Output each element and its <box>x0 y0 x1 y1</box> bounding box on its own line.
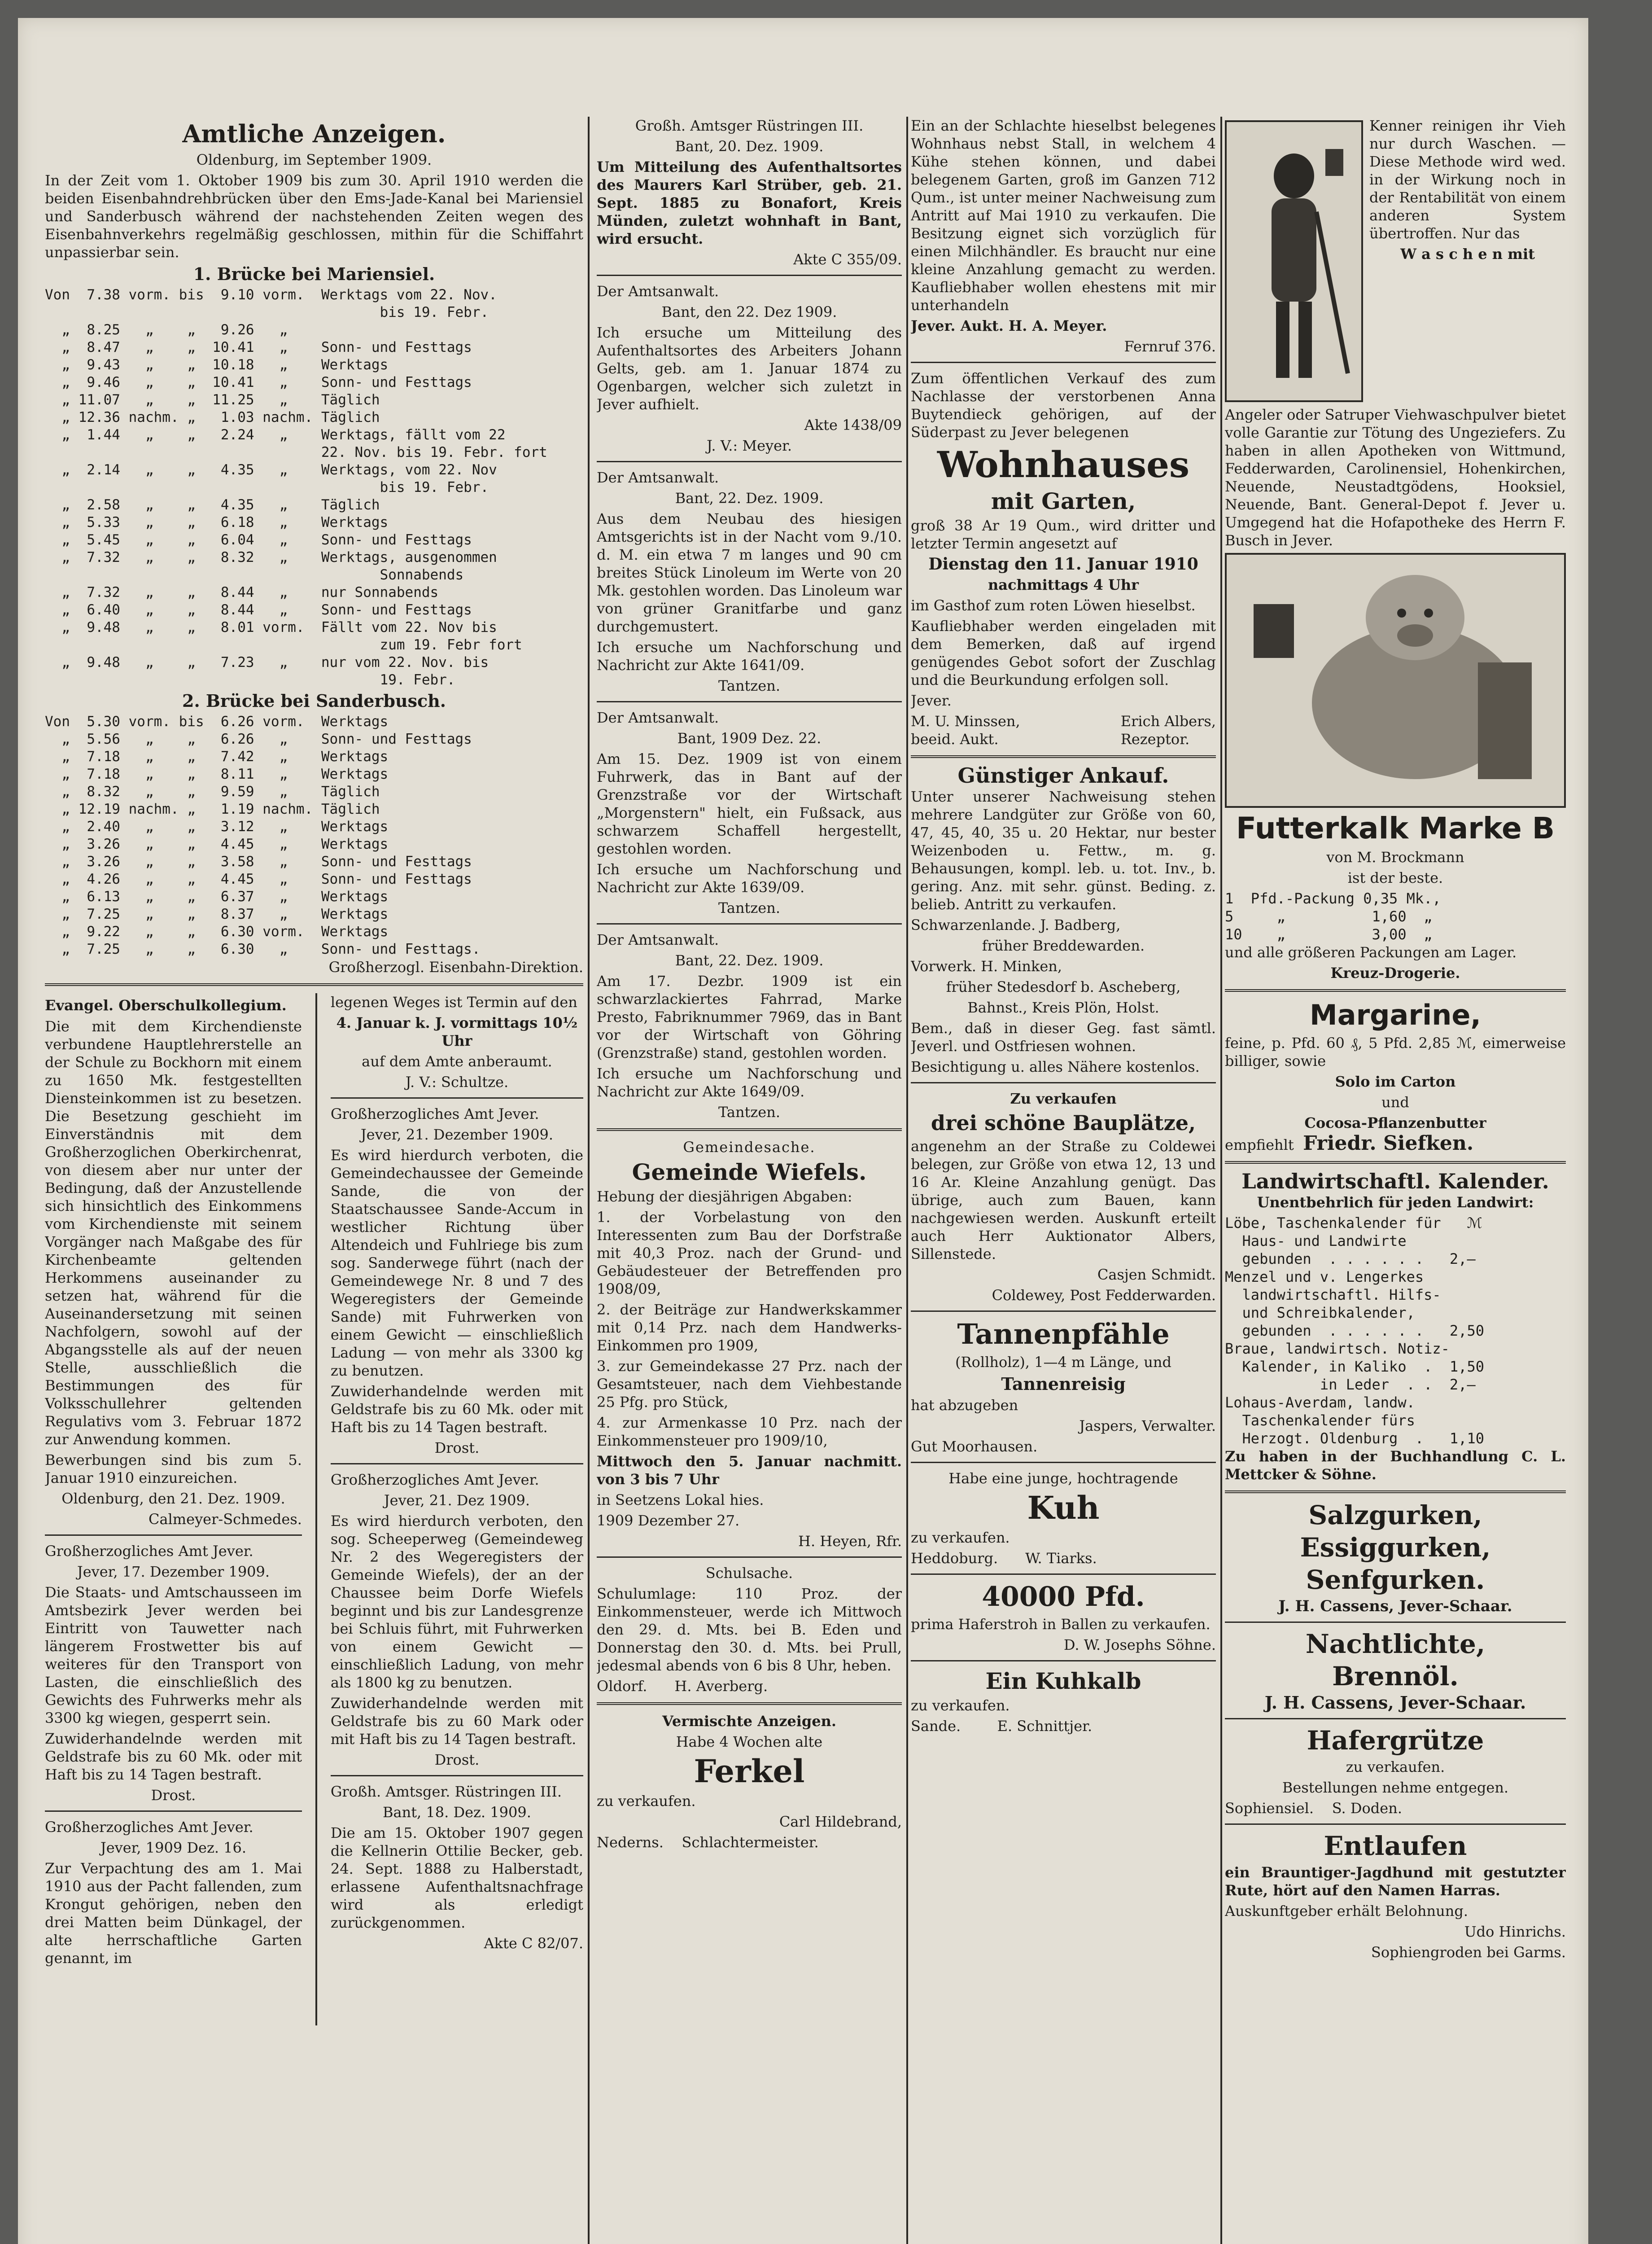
ad-signature: Zu haben in der Buchhandlung C. L. Mettcker & Söhne. <box>1225 1448 1566 1483</box>
schedule-row: „ 5.33 „ „ 6.18 „ Werktags <box>45 514 389 530</box>
column-sales-ads <box>911 117 1216 2244</box>
subcolumn-right <box>331 993 583 2025</box>
divider <box>597 275 902 276</box>
ad-headline: Hafergrütze <box>1307 1725 1484 1756</box>
schedule-row: „ 7.32 „ „ 8.44 „ nur Sonnabends <box>45 584 439 600</box>
schedule-row: „ 8.32 „ „ 9.59 „ Täglich <box>45 784 380 800</box>
section-head: Vermischte Anzeigen. <box>662 1713 837 1730</box>
levy-date: Mittwoch den 5. Januar nachmitt. von 3 bis 7 Uhr <box>597 1453 902 1488</box>
signer-role: beeid. Aukt. <box>911 731 999 748</box>
schedule-row: „ 2.14 „ „ 4.35 „ Werktags, vom 22. Nov <box>45 462 497 478</box>
wash-ad-text <box>1369 117 1566 406</box>
ad-text: Habe eine junge, hochtragende <box>948 1470 1178 1487</box>
notice-text: Bewerbungen sind bis zum 5. Januar 1910 einzureichen. <box>45 1451 302 1486</box>
divider <box>45 983 583 986</box>
ad-phone: Fernruf 376. <box>1124 338 1216 355</box>
price-list <box>1225 890 1566 943</box>
lower-subcolumns <box>45 993 583 2025</box>
schedule-row: „ 1.44 „ „ 2.24 „ Werktags, fällt vom 22 <box>45 427 506 443</box>
ad-signature <box>597 1833 902 1851</box>
signer: Friedr. Siefken. <box>1303 1132 1474 1155</box>
notice-title: Großherzogliches Amt Jever. <box>330 1105 539 1122</box>
ad-signature: Gut Moorhausen. <box>911 1438 1038 1455</box>
pig-illustration <box>1225 553 1566 808</box>
ad-text: W a s c h e n mit <box>1400 245 1535 263</box>
ad-signature: früher Stedesdorf b. Ascheberg, <box>946 978 1181 995</box>
ad-text: angenehm an der Straße zu Coldewei belegen, zur Größe von etwa 12, 13 und 16 Ar. Kleine Anzahlung genügt. Das übrige, auch zum Bauen, kann nachgewiesen werden. Auskunft erteilt auch Herr Auktionator Albers, Sillenstede. <box>911 1138 1216 1262</box>
notice-title: Großherzogliches Amt Jever. <box>330 1471 539 1488</box>
ad-text: Zum öffentlichen Verkauf des zum Nachlasse der verstorbenen Anna Buytendieck gehörigen, auf der Süderpast zu Jever belegenen <box>911 370 1216 441</box>
divider <box>911 362 1216 363</box>
schedule-row: „ 9.43 „ „ 10.18 „ Werktags <box>45 357 389 373</box>
ad-signature: Jever. Aukt. H. A. Meyer. <box>911 317 1107 334</box>
bridge1-title: 1. Brücke bei Mariensiel. <box>193 264 435 284</box>
ad-subheadline: Unentbehrlich für jeden Landwirt: <box>1257 1194 1534 1211</box>
notice-date: Bant, 20. Dez. 1909. <box>675 138 824 155</box>
ad-subheadline: Tannenreisig <box>1001 1374 1126 1394</box>
signer-prefix: empfiehlt <box>1225 1136 1294 1153</box>
bridge2-title: 2. Brücke bei Sanderbusch. <box>182 691 446 711</box>
notice-text: Am 15. Dez. 1909 ist von einem Fuhrwerk, das in Bant auf der Grenzstraße vor der Wirtschaft „Morgenstern" hielt, ein Fußsack, aus schwarzem Schaffell hergestellt, gestohlen worden. <box>597 750 902 857</box>
divider <box>597 1128 902 1131</box>
subcolumn-rule <box>315 993 317 2025</box>
ad-headline: Ein Kuhkalb <box>985 1668 1141 1694</box>
schedule-row: „ 8.47 „ „ 10.41 „ Sonn- und Festtags <box>45 339 472 355</box>
ad-text: zu verkaufen. <box>911 1529 1010 1546</box>
column-product-ads <box>1225 117 1566 2244</box>
schedule-row: „ 5.56 „ „ 6.26 „ Sonn- und Festtags <box>45 731 472 747</box>
divider <box>597 461 902 462</box>
divider <box>45 1810 302 1812</box>
ad-text: von M. Brockmann <box>1326 849 1464 866</box>
column-rule <box>906 117 908 2244</box>
ad-text: im Gasthof zum roten Löwen hieselbst. <box>911 597 1196 614</box>
ad-place: Jever. <box>911 692 952 709</box>
ad-text: Ein an der Schlachte hieselbst belegenes Wohnhaus nebst Stall, in welchem 4 Kühe stehen können, und dabei belegenem Garten, groß im Ganzen 712 Qum., ist unter meiner Nachweisung zum Antritt auf Mai 1910 zu verkaufen. Die Besitzung eignet sich vorzüglich für einen Milchhändler. Es braucht nur eine kleine Anzahlung gemacht zu werden. Kaufliebhaber wollen ehestens mit mir unterhandeln <box>911 117 1216 314</box>
divider <box>597 1702 902 1705</box>
ad-text: zu verkaufen. <box>1346 1758 1445 1775</box>
notice-text: Um Mitteilung des Aufenthaltsortes des Maurers Karl Strüber, geb. 21. Sept. 1885 zu Bonafort, Kreis Münden, zuletzt wohnhaft in Bant, wird ersucht. <box>597 158 902 247</box>
ad-text: und <box>1381 1094 1409 1111</box>
schedule-row: 22. Nov. bis 19. Febr. fort <box>45 444 547 460</box>
notice-text: Die am 15. Oktober 1907 gegen die Kellnerin Ottilie Becker, geb. 24. Sept. 1888 zu Halberstadt, erlassene Aufenthaltsnachfrage wird als erledigt zurückgenommen. <box>330 1824 583 1931</box>
ad-text: feine, p. Pfd. 60 ₰, 5 Pfd. 2,85 ℳ, eimerweise billiger, sowie <box>1225 1034 1566 1069</box>
ad-signature: Vorwerk. H. Minken, <box>911 958 1062 975</box>
schedule-row: „ 3.26 „ „ 3.58 „ Sonn- und Festtags <box>45 854 472 870</box>
dateline: Oldenburg, im September 1909. <box>196 151 432 168</box>
ad-signature: J. H. Cassens, Jever-Schaar. <box>1264 1692 1526 1713</box>
ad-headline: Futterkalk Marke B <box>1236 811 1555 846</box>
ad-headline: Margarine, <box>1310 999 1481 1031</box>
section-head: Gemeindesache. <box>683 1139 816 1156</box>
schedule-row: bis 19. Febr. <box>45 304 489 320</box>
notice-date: Oldenburg, den 21. Dez. 1909. <box>61 1490 285 1507</box>
schedule-row: Von 7.38 vorm. bis 9.10 vorm. Werktags vom 22. Nov. <box>45 287 497 303</box>
ad-headline: Tannenpfähle <box>957 1318 1170 1350</box>
calendar-list <box>1225 1214 1566 1447</box>
notice-title: Großherzogliches Amt Jever. <box>45 1819 253 1836</box>
ad-signature: Udo Hinrichs. <box>1464 1923 1566 1940</box>
bridge-signature: Großherzogl. Eisenbahn-Direktion. <box>328 959 583 976</box>
schedule-row: Von 5.30 vorm. bis 6.26 vorm. Werktags <box>45 714 389 730</box>
ad-text: Habe 4 Wochen alte <box>676 1733 823 1750</box>
column-rule <box>588 117 590 2244</box>
divider <box>331 1097 583 1099</box>
ad-text: und alle größeren Packungen am Lager. <box>1225 944 1517 961</box>
schedule-row: „ 4.26 „ „ 4.45 „ Sonn- und Festtags <box>45 871 472 887</box>
notice-text: Ich ersuche um Mitteilung des Aufenthaltsortes des Arbeiters Johann Gelts, geb. am 1. Januar 1874 zu Ogenbargen, welcher sich zuletzt in Jever aufhielt. <box>597 324 902 413</box>
divider <box>911 1573 1216 1575</box>
schedule-row: „ 9.48 „ „ 7.23 „ nur vom 22. Nov. bis <box>45 654 489 671</box>
ad-signature <box>911 1717 1216 1735</box>
signer: E. Schnittjer. <box>997 1718 1093 1735</box>
ad-signature: Jaspers, Verwalter. <box>1079 1417 1216 1434</box>
ad-text: (Rollholz), 1—4 m Länge, und <box>955 1354 1171 1371</box>
notice-text: Am 17. Dezbr. 1909 ist ein schwarzlackiertes Fahrrad, Marke Presto, Fabriknummer 7969, das in Bant vor der Wirtschaft von Göhring (Grenzstraße) stand, gestohlen worden. <box>597 973 902 1061</box>
notice-title: Großherzogliches Amt Jever. <box>45 1543 253 1560</box>
notice-signature: Tantzen. <box>718 899 780 916</box>
divider <box>1225 1823 1566 1825</box>
ad-headline: Kuh <box>1027 1489 1100 1526</box>
ad-text: prima Haferstroh in Ballen zu verkaufen. <box>911 1616 1211 1633</box>
ad-text: Kenner reinigen ihr Vieh nur durch Waschen. — Diese Methode wird wed. in der Wirkung noch in der Rentabilität von einem anderen System übertroffen. Nur das <box>1369 117 1566 242</box>
ad-signature: Kreuz-Drogerie. <box>1330 964 1460 982</box>
signer-block <box>1121 712 1216 748</box>
levy-place: in Seetzens Lokal hies. <box>597 1491 764 1508</box>
place: Sande. <box>911 1718 961 1735</box>
place: Sophiensiel. <box>1225 1800 1314 1817</box>
signer-block <box>911 712 1020 748</box>
schedule-row: 19. Febr. <box>45 672 455 688</box>
ad-signature <box>911 1549 1216 1567</box>
place: Heddoburg. <box>911 1550 998 1567</box>
signer: S. Doden. <box>1332 1800 1402 1817</box>
ad-headline: Landwirtschaftl. Kalender. <box>1241 1169 1549 1193</box>
levy-intro: Hebung der diesjährigen Abgaben: <box>597 1188 852 1205</box>
schedule-row: „ 9.22 „ „ 6.30 vorm. Werktags <box>45 924 389 940</box>
notice-text: Zuwiderhandelnde werden mit Geldstrafe bis zu 60 Mk. oder mit Haft bis zu 14 Tagen bestraft. <box>45 1730 302 1783</box>
divider <box>1225 1718 1566 1719</box>
calendar-item: Löbe, Taschenkalender für ℳ <box>1225 1214 1482 1232</box>
notice-date: Bant, den 22. Dez 1909. <box>661 303 837 320</box>
calendar-item: Lohaus-Averdam, landw. <box>1225 1394 1415 1411</box>
divider <box>1225 1490 1566 1493</box>
ad-time: nachmittags 4 Uhr <box>988 576 1139 593</box>
notice-signature: Drost. <box>151 1787 196 1804</box>
levy-item: 4. zur Armenkasse 10 Prz. nach der Einkommensteuer pro 1909/10, <box>597 1414 902 1449</box>
notice-date: 1909 Dezember 27. <box>597 1512 740 1529</box>
ad-text: Bestellungen nehme entgegen. <box>1282 1779 1509 1796</box>
ad-text: zu verkaufen. <box>597 1793 696 1810</box>
notice-title: Der Amtsanwalt. <box>597 469 719 486</box>
schedule-row: „ 6.40 „ „ 8.44 „ Sonn- und Festtags <box>45 602 472 618</box>
place: Nederns. <box>597 1834 664 1851</box>
divider <box>331 1775 583 1776</box>
notice-text: Die Staats- und Amtschausseen im Amtsbezirk Jever werden bei Eintritt von Tauwetter nach längerem Frostwetter bis auf weiteres für den Transport von Lasten, die einschließlich des Gewichts des Fuhrwerks mehr als 3300 kg wiegen, gesperrt sein. <box>45 1584 302 1727</box>
notice-date: Jever, 17. Dezember 1909. <box>77 1563 270 1580</box>
divider <box>911 1082 1216 1083</box>
ad-headline: Essiggurken, <box>1300 1532 1491 1563</box>
notice-date: Bant, 18. Dez. 1909. <box>382 1804 531 1821</box>
ad-headline: Salzgurken, <box>1308 1500 1482 1530</box>
schedule-row: „ 9.48 „ „ 8.01 vorm. Fällt vom 22. Nov bis <box>45 619 497 636</box>
divider <box>911 1462 1216 1463</box>
notice-title: Evangel. Oberschulkollegium. <box>45 997 287 1014</box>
newspaper-page <box>18 18 1588 2244</box>
notice-title: Der Amtsanwalt. <box>597 283 719 300</box>
ad-text: Solo im Carton <box>1335 1073 1456 1090</box>
calendar-item: Haus- und Landwirte <box>1225 1232 1407 1249</box>
notice-signature <box>597 1677 902 1695</box>
schedule-row: „ 7.25 „ „ 6.30 „ Sonn- und Festtags. <box>45 941 481 957</box>
schedule-row: „ 11.07 „ „ 11.25 „ Täglich <box>45 392 380 408</box>
divider <box>597 923 902 925</box>
ad-headline: drei schöne Bauplätze, <box>931 1111 1196 1135</box>
schedule-row: Sonnabends <box>45 567 464 583</box>
ad-text: Kaufliebhaber werden eingeladen mit dem Bemerken, daß auf irgend genügendes Gebot sofort der Zuschlag und die Beurkundung erfolgen soll. <box>911 618 1216 688</box>
ad-signature <box>1225 1132 1566 1155</box>
ad-head: Zu verkaufen <box>1010 1090 1117 1107</box>
calendar-item: landwirtschaftl. Hilfs- <box>1225 1286 1441 1303</box>
notice-signature: Akte C 82/07. <box>484 1935 583 1952</box>
calendar-item: gebunden . . . . . . 2,50 <box>1225 1322 1484 1339</box>
ad-headline: Entlaufen <box>1324 1831 1467 1861</box>
signer: Schlachtermeister. <box>682 1834 819 1851</box>
municipality-title: Gemeinde Wiefels. <box>632 1159 867 1185</box>
ad-signature <box>1225 1799 1566 1817</box>
place: Oldorf. <box>597 1678 647 1695</box>
ad-headline: Wohnhauses <box>937 443 1190 486</box>
notice-date: Bant, 22. Dez. 1909. <box>675 490 824 507</box>
ad-text: Unter unserer Nachweisung stehen mehrere Landgüter zur Größe von 60, 47, 45, 40, 35 u. 20 Hektar, nur bester Weizenboden u. Fettw., m. g. Behausungen, kompl. leb. u. tot. Inv., b. gering. Anz. mit sehr. günst. Beding. z. belieb. Antritt zu verkaufen. <box>911 788 1216 913</box>
signer-role: Rezeptor. <box>1120 731 1190 748</box>
pig-icon <box>1227 555 1564 802</box>
column-official-notices <box>45 117 583 2244</box>
schedule-row: „ 3.26 „ „ 4.45 „ Werktags <box>45 836 389 852</box>
figure-illustration <box>1225 120 1363 402</box>
levy-item: 2. der Beiträge zur Handwerkskammer mit 0,14 Prz. nach dem Handwerks-Einkommen pro 1909, <box>597 1301 902 1354</box>
calendar-item: Menzel und v. Lengerkes <box>1225 1268 1424 1285</box>
notice-text: Es wird hierdurch verboten, den sog. Scheeperweg (Gemeindeweg Nr. 2 des Wegeregisters der Gemeinde Wiefels), der an der Chaussee beim Dorfe Wiefels beginnt und bis zur Landesgrenze bei Schluis führt, mit Fuhrwerken von einem Gewicht — einschließlich Ladung, von mehr als 1800 kg zu benutzen. <box>330 1512 583 1691</box>
ad-text: ist der beste. <box>1347 869 1443 886</box>
schedule-row: „ 2.40 „ „ 3.12 „ Werktags <box>45 819 389 835</box>
levy-list <box>597 1208 902 1450</box>
divider <box>597 1556 902 1558</box>
ad-signature: D. W. Josephs Söhne. <box>1063 1636 1216 1653</box>
ad-signatures <box>911 712 1216 748</box>
column-court-notices <box>597 117 902 2244</box>
ad-headline: Nachtlichte, <box>1305 1629 1486 1659</box>
schedule-row: „ 7.18 „ „ 7.42 „ Werktags <box>45 749 389 765</box>
schedule-row: bis 19. Febr. <box>45 479 489 495</box>
notice-signature: Akte 1438/09 <box>804 416 902 434</box>
notice-text: Ich ersuche um Nachforschung und Nachricht zur Akte 1649/09. <box>597 1065 902 1100</box>
bridge2-schedule <box>45 713 583 958</box>
notice-signature: J. V.: Schultze. <box>405 1074 509 1091</box>
schedule-row: „ 12.19 nachm. „ 1.19 nachm. Täglich <box>45 801 380 817</box>
notice-text: Ich ersuche um Nachforschung und Nachricht zur Akte 1641/09. <box>597 639 902 674</box>
ad-text: zu verkaufen. <box>911 1697 1010 1714</box>
notice-text: Aus dem Neubau des hiesigen Amtsgerichts ist in der Nacht vom 9./10. d. M. ein etwa 7 m langes und 90 cm breites Stück Linoleum im Werte von 20 Mk. gestohlen worden. Das Linoleum war von grüner Granitfarbe und ganz durchgemustert. <box>597 510 902 635</box>
divider <box>597 701 902 702</box>
divider <box>911 1310 1216 1312</box>
schedule-row: „ 8.25 „ „ 9.26 „ <box>45 322 288 338</box>
signer: M. U. Minssen, <box>911 713 1020 730</box>
notice-signature: Tantzen. <box>718 677 780 694</box>
ad-text: hat abzugeben <box>911 1397 1018 1414</box>
notice-text: Schulumlage: 110 Proz. der Einkommensteuer, werde ich Mittwoch den 29. d. Mts. bei B. Eden und Donnerstag den 30. d. Mts. bei Prull, jedesmal abends von 6 bis 8 Uhr, heben. <box>597 1585 902 1674</box>
ad-headline: Senfgurken. <box>1306 1565 1485 1595</box>
divider <box>1225 989 1566 992</box>
price-row: 10 „ 3,00 „ <box>1225 926 1433 943</box>
signer: H. Averberg. <box>674 1678 768 1695</box>
column-rule <box>1220 117 1222 2244</box>
signer: Erich Albers, <box>1120 713 1216 730</box>
notice-date: Jever, 21. Dezember 1909. <box>360 1126 554 1143</box>
schedule-row: „ 9.46 „ „ 10.41 „ Sonn- und Festtags <box>45 374 472 390</box>
notice-date: Jever, 21. Dez 1909. <box>384 1492 530 1509</box>
notice-text: Ich ersuche um Nachforschung und Nachricht zur Akte 1639/09. <box>597 861 902 896</box>
notice-title: Großh. Amtsger Rüstringen III. <box>635 117 864 134</box>
ad-headline: Ferkel <box>694 1753 805 1790</box>
notice-text: Zuwiderhandelnde werden mit Geldstrafe bis zu 60 Mark oder mit Haft bis zu 14 Tagen bestraft. <box>330 1695 583 1748</box>
schedule-row: „ 5.45 „ „ 6.04 „ Sonn- und Festtags <box>45 532 472 548</box>
notice-date: Bant, 22. Dez. 1909. <box>675 952 824 969</box>
schedule-row: „ 7.18 „ „ 8.11 „ Werktags <box>45 766 389 782</box>
bridge-intro: In der Zeit vom 1. Oktober 1909 bis zum 30. April 1910 werden die beiden Eisenbahndrehbrücken über den Ems-Jade-Kanal bei Mariensiel und Sanderbusch während der nachstehenden Zeiten wegen des Eisenbahnverkehrs regelmäßig geschlossen, mithin für die Schiffahrt unpassierbar sein. <box>45 172 583 261</box>
subcolumn-left <box>45 993 302 2025</box>
section-head: Schulsache. <box>705 1565 793 1582</box>
calendar-item: in Leder . . 2,— <box>1225 1376 1476 1393</box>
schedule-row: „ 7.25 „ „ 8.37 „ Werktags <box>45 906 389 922</box>
ad-text: Besichtigung u. alles Nähere kostenlos. <box>911 1058 1200 1075</box>
notice-date: 4. Januar k. J. vormittags 10½ Uhr <box>336 1014 578 1049</box>
ad-signature: Coldewey, Post Fedderwarden. <box>992 1287 1216 1304</box>
ad-date: Dienstag den 11. Januar 1910 <box>928 555 1198 574</box>
ad-subheadline: mit Garten, <box>991 488 1136 514</box>
notice-signature: Drost. <box>434 1439 480 1456</box>
ad-text: Cocosa-Pflanzenbutter <box>1304 1114 1486 1131</box>
notice-text: Zuwiderhandelnde werden mit Geldstrafe bis zu 60 Mk. oder mit Haft bis zu 14 Tagen bestraft. <box>330 1383 583 1436</box>
divider <box>911 1660 1216 1661</box>
notice-signature: Drost. <box>434 1751 480 1768</box>
bridge1-schedule <box>45 286 583 689</box>
notice-signature: J. V.: Meyer. <box>707 437 792 454</box>
ad-signature: Carl Hildebrand, <box>779 1813 902 1830</box>
price-row: 1 Pfd.-Packung 0,35 Mk., <box>1225 890 1441 907</box>
notice-text: Es wird hierdurch verboten, die Gemeindechaussee der Gemeinde Sande, die von der Staatschaussee Sande-Accum in westlicher Richtung über Altendeich und Fuhlriege bis zum sog. Sanderwege führt (nach der Gemeindewege Nr. 8 und 7 des Wegeregisters der Gemeinde Sande) mit Fuhrwerken von einem Gewicht — einschließlich Ladung — von mehr als 3300 kg zu benutzen. <box>330 1147 583 1379</box>
notice-date: Jever, 1909 Dez. 16. <box>100 1839 247 1856</box>
divider <box>331 1463 583 1464</box>
notice-title: Großh. Amtsger. Rüstringen III. <box>330 1783 562 1800</box>
ad-signature: Bahnst., Kreis Plön, Holst. <box>967 999 1159 1016</box>
divider <box>911 755 1216 758</box>
ad-headline: Günstiger Ankauf. <box>957 763 1169 788</box>
notice-title: Der Amtsanwalt. <box>597 931 719 948</box>
calendar-item: Herzogt. Oldenburg . 1,10 <box>1225 1430 1484 1447</box>
notice-signature: Calmeyer-Schmedes. <box>148 1511 302 1528</box>
notice-signature: Tantzen. <box>718 1104 780 1121</box>
ad-signature: J. H. Cassens, Jever-Schaar. <box>1278 1597 1512 1615</box>
calendar-item: gebunden . . . . . . 2,— <box>1225 1250 1476 1267</box>
ad-signature: Sophiengroden bei Garms. <box>1371 1944 1566 1961</box>
notice-text: auf dem Amte anberaumt. <box>362 1053 552 1070</box>
ad-text: Bem., daß in dieser Geg. fast sämtl. Jeverl. und Ostfriesen wohnen. <box>911 1020 1216 1055</box>
section-title: Amtliche Anzeigen. <box>182 119 446 148</box>
ad-text: groß 38 Ar 19 Qum., wird dritter und letzter Termin angesetzt auf <box>911 517 1216 552</box>
ad-text: ein Brauntiger-Jagdhund mit gestutzter Rute, hört auf den Namen Harras. <box>1225 1864 1566 1899</box>
ad-headline: Brennöl. <box>1332 1661 1459 1692</box>
calendar-item: Braue, landwirtsch. Notiz- <box>1225 1340 1450 1357</box>
ad-text: Angeler oder Satruper Viehwaschpulver bietet volle Garantie zur Tötung des Ungeziefers. Zu haben in allen Apotheken von Wittmund, Fedderwarden, Carolinensiel, Hohenkirchen, Neuende, Neustadtgödens, Hooksiel, Neuende, Bant. General-Depot f. Jever u. Umgegend hat die Hofapotheke des Herrn F. Busch in Jever. <box>1225 406 1566 549</box>
schedule-row: „ 7.32 „ „ 8.32 „ Werktags, ausgenommen <box>45 549 497 565</box>
divider <box>1225 1622 1566 1623</box>
schedule-row: „ 2.58 „ „ 4.35 „ Täglich <box>45 497 380 513</box>
divider <box>1225 1161 1566 1164</box>
calendar-item: und Schreibkalender, <box>1225 1304 1415 1321</box>
notice-title: Der Amtsanwalt. <box>597 709 719 726</box>
signer: W. Tiarks. <box>1025 1550 1097 1567</box>
wash-ad <box>1225 117 1566 406</box>
ad-text: Auskunftgeber erhält Belohnung. <box>1225 1902 1468 1920</box>
ad-signature: Casjen Schmidt. <box>1097 1266 1216 1283</box>
divider <box>45 1534 302 1536</box>
ad-signature: früher Breddewarden. <box>982 937 1145 954</box>
notice-signature: Akte C 355/09. <box>793 251 902 268</box>
levy-item: 1. der Vorbelastung von den Interessenten zum Bau der Dorfstraße mit 40,3 Proz. nach der Grund- und Gebäudesteuer der Betreffenden pro 1908/09, <box>597 1209 902 1297</box>
schedule-row: zum 19. Febr fort <box>45 637 522 653</box>
figure-icon <box>1227 122 1361 400</box>
schedule-row: „ 6.13 „ „ 6.37 „ Werktags <box>45 889 389 905</box>
notice-text: Die mit dem Kirchendienste verbundene Hauptlehrerstelle an der Schule zu Bockhorn mit einem zu 1650 Mk. festgestellten Diensteinkommen ist zu besetzen. Die Besetzung geschieht im Einverständnis mit dem Großherzoglichen Oberkirchenrat, von diesem aber nur unter der Bedingung, daß der Anzustellende sich hinsichtlich des Einkommens vom Kirchendienste mit seinem Vorgänger nach Maßgabe des für Kirchenbeamte geltenden Herkommens auseinander zu setzen hat, während für die Auseinandersetzung mit seinen Nachfolgern, sowohl auf der Abgangsstelle als auf der neuen Stelle, ausschließlich die Bestimmungen des für Volksschullehrer geltenden Regulativs vom 3. Februar 1872 zur Anwendung kommen. <box>45 1018 302 1448</box>
ad-signature: Schwarzenlande. J. Badberg, <box>911 916 1121 934</box>
notice-text: legenen Weges ist Termin auf den <box>330 994 577 1011</box>
calendar-item: Taschenkalender fürs <box>1225 1412 1415 1429</box>
calendar-item: Kalender, in Kaliko . 1,50 <box>1225 1358 1484 1375</box>
ad-headline: 40000 Pfd. <box>982 1581 1145 1613</box>
schedule-row: „ 12.36 nachm. „ 1.03 nachm. Täglich <box>45 409 380 425</box>
price-row: 5 „ 1,60 „ <box>1225 908 1433 925</box>
notice-text: Zur Verpachtung des am 1. Mai 1910 aus der Pacht fallenden, zum Krongut gehörigen, neben den drei Matten beim Dünkagel, der alte herrschaftliche Garten genannt, im <box>45 1860 302 1967</box>
notice-date: Bant, 1909 Dez. 22. <box>677 730 822 747</box>
levy-item: 3. zur Gemeindekasse 27 Prz. nach der Gesamtsteuer, nach dem Viehbestande 25 Pfg. pro Stück, <box>597 1358 902 1411</box>
notice-signature: H. Heyen, Rfr. <box>798 1533 902 1550</box>
